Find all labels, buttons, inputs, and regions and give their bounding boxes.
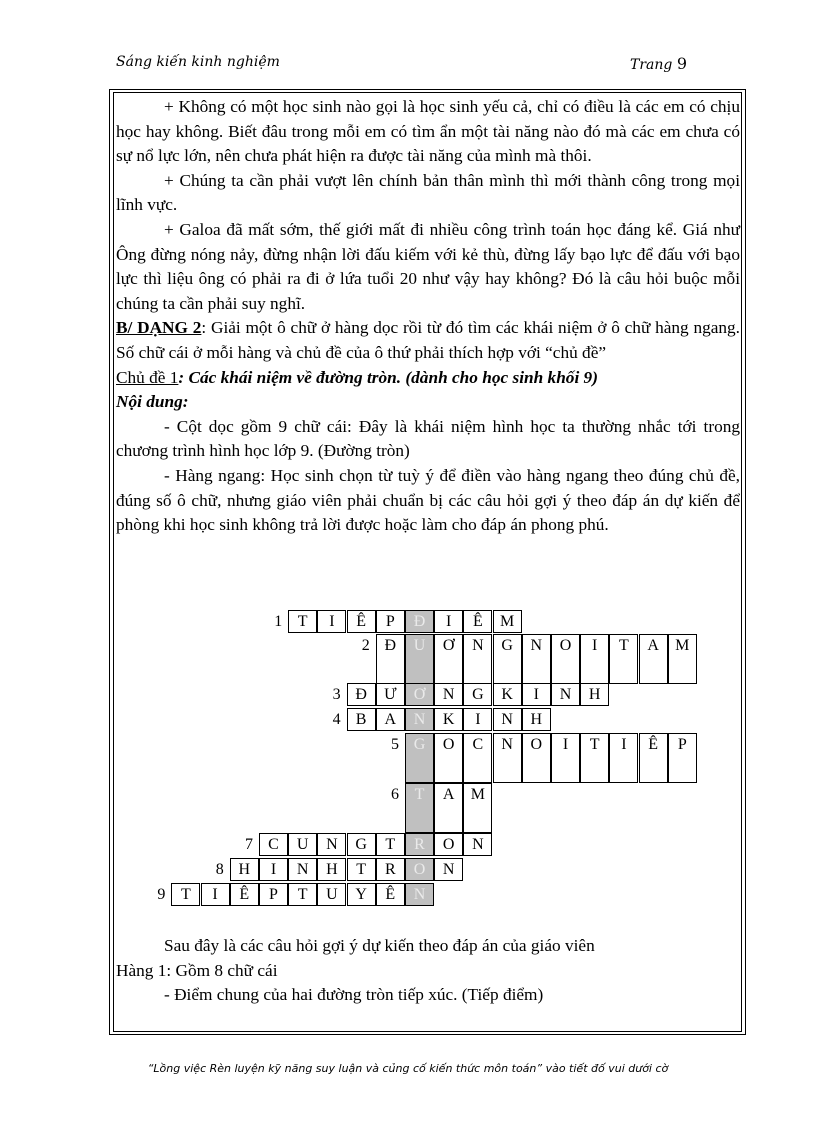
crossword-cell: T: [609, 634, 638, 684]
crossword-cell: H: [317, 858, 346, 881]
crossword-cell: I: [317, 610, 346, 633]
crossword-cell: N: [551, 683, 580, 706]
paragraph-3: + Galoa đã mất sớm, thế giới mất đi nhiều công trình toán học đáng kể. Giá như Ông đừng nóng nảy, đừng nhận lời đấu kiếm với kẻ thù, đừng lấy bạo lực để đấu với bạo lực thì liệu ông có phải ra đi ở lứa tuổi 20 như vậy hay không? Đó là câu hỏi buộc mỗi chúng ta cần phải suy nghĩ.: [116, 219, 740, 313]
crossword-cell: A: [376, 708, 405, 731]
crossword-cell: H: [230, 858, 259, 881]
crossword-cell: I: [522, 683, 551, 706]
crossword-cell: H: [522, 708, 551, 731]
section-label: B/ DẠNG 2: [116, 318, 202, 338]
crossword-cell: N: [463, 833, 492, 856]
crossword-cell: U: [317, 883, 346, 906]
crossword-cell: N: [317, 833, 346, 856]
content-heading: [116, 390, 740, 415]
crossword-cell: I: [434, 610, 463, 633]
footer-text: “Lồng việc Rèn luyện kỹ năng suy luận và củng cố kiến thức môn toán” vào tiết đố vui dưới cờ: [147, 1062, 669, 1075]
crossword-cell: O: [522, 733, 551, 783]
crossword-cell: Ê: [463, 610, 492, 633]
crossword-key-cell: N: [405, 883, 434, 906]
hint-row-1-title: Hàng 1: Gồm 8 chữ cái: [116, 960, 278, 980]
crossword-row-number: 1: [274, 613, 283, 630]
crossword-row-number: 4: [332, 711, 341, 728]
crossword-cell: A: [434, 783, 463, 833]
crossword-cell: A: [639, 634, 668, 684]
crossword-cell: Ê: [376, 883, 405, 906]
crossword-cell: N: [434, 858, 463, 881]
crossword-cell: M: [668, 634, 697, 684]
crossword-cell: H: [580, 683, 609, 706]
crossword-cell: B: [347, 708, 376, 731]
crossword-cell: T: [288, 883, 317, 906]
crossword-row-number: 7: [245, 836, 253, 853]
crossword-cell: K: [493, 683, 522, 706]
crossword-cell: P: [376, 610, 405, 633]
crossword-row-number: 9: [157, 886, 166, 903]
crossword-cell: Y: [347, 883, 376, 906]
crossword-cell: O: [434, 733, 463, 783]
page-label: Trang: [630, 57, 673, 73]
crossword-cell: T: [376, 833, 405, 856]
hints-intro: Sau đây là các câu hỏi gợi ý dự kiến theo đáp án của giáo viên: [164, 936, 595, 955]
paragraph-2: + Chúng ta cần phải vượt lên chính bản thân mình thì mới thành công trong mọi lĩnh vực.: [116, 170, 740, 215]
crossword-key-cell: G: [405, 733, 434, 783]
crossword-cell: G: [347, 833, 376, 856]
crossword-cell: N: [434, 683, 463, 706]
crossword-cell: O: [551, 634, 580, 684]
paragraph-1: + Không có một học sinh nào gọi là học sinh yếu cả, chỉ có điều là các em có chịu học hay không. Biết đâu trong mỗi em có tìm ẩn một tài năng nào đó mà các em chưa có sự nổ lực lớn, nên chưa phát hiện ra được tài năng của mình mà thôi.: [116, 97, 740, 166]
crossword-key-cell: O: [405, 858, 434, 881]
crossword-cell: G: [493, 634, 522, 684]
crossword-cell: C: [463, 733, 492, 783]
crossword-cell: I: [463, 708, 492, 731]
section-text: : Giải một ô chữ ở hàng dọc rồi từ đó tìm các khái niệm ở ô chữ hàng ngang. Số chữ cái ở mỗi hàng và chủ đề của ô thứ phải thích hợp với “chủ đề”: [116, 318, 740, 362]
crossword-cell: Ê: [230, 883, 259, 906]
crossword-cell: Ê: [639, 733, 668, 783]
crossword-cell: N: [522, 634, 551, 684]
crossword-row-number: 6: [391, 786, 399, 803]
crossword-cell: I: [259, 858, 288, 881]
page-number: 9: [676, 54, 687, 73]
crossword-cell: I: [551, 733, 580, 783]
crossword-cell: P: [259, 883, 288, 906]
header-title: Sáng kiến kinh nghiệm: [116, 54, 280, 70]
hint-row-1-text: - Điểm chung của hai đường tròn tiếp xúc. (Tiếp điểm): [164, 985, 544, 1005]
paragraph-6: - Hàng ngang: Học sinh chọn từ tuỳ ý để điền vào hàng ngang theo đúng chủ đề, đúng số ô chữ, nhưng giáo viên phải chuẩn bị các câu hỏi gợi ý theo đáp án dự kiến để phòng khi học sinh không trả lời được hoặc làm cho đáp án phong phú.: [116, 465, 740, 535]
crossword-key-cell: U: [405, 634, 434, 684]
crossword-row-number: 2: [361, 637, 370, 654]
crossword-cell: T: [580, 733, 609, 783]
crossword-cell: G: [463, 683, 492, 706]
crossword-cell: O: [434, 833, 463, 856]
crossword-cell: N: [288, 858, 317, 881]
body-text: [116, 95, 740, 538]
crossword-cell: Ê: [347, 610, 376, 633]
content-label: Nội dung:: [116, 392, 189, 412]
crossword-cell: T: [171, 883, 200, 906]
crossword-cell: T: [288, 610, 317, 633]
crossword-key-cell: Ơ: [405, 683, 434, 706]
crossword-row-number: 8: [215, 861, 224, 878]
crossword-cell: N: [493, 708, 522, 731]
topic-label: Chủ đề 1: [116, 367, 179, 387]
crossword-key-cell: R: [405, 833, 434, 856]
crossword-cell: Ơ: [434, 634, 463, 684]
crossword-cell: M: [463, 783, 492, 833]
crossword-cell: P: [668, 733, 697, 783]
crossword-cell: I: [609, 733, 638, 783]
crossword-cell: N: [463, 634, 492, 684]
crossword-cell: U: [288, 833, 317, 856]
paragraph-5: - Cột dọc gồm 9 chữ cái: Đây là khái niệm hình học ta thường nhắc tới trong chương trình hình học lớp 9. (Đường tròn): [116, 416, 740, 461]
crossword-cell: K: [434, 708, 463, 731]
crossword-row-number: 3: [332, 686, 341, 703]
crossword-cell: R: [376, 858, 405, 881]
topic-text: : Các khái niệm về đường tròn. (dành cho học sinh khối 9): [178, 367, 598, 387]
crossword-cell: I: [201, 883, 230, 906]
crossword-row-number: 5: [391, 736, 399, 753]
crossword-cell: I: [580, 634, 609, 684]
crossword-cell: T: [347, 858, 376, 881]
crossword-key-cell: N: [405, 708, 434, 731]
crossword-cell: C: [259, 833, 288, 856]
crossword-key-cell: Đ: [405, 610, 434, 633]
hints-section: [116, 934, 740, 1008]
crossword-key-cell: T: [405, 783, 434, 833]
crossword-cell: Ư: [376, 683, 405, 706]
crossword-cell: Đ: [376, 634, 405, 684]
crossword-cell: Đ: [347, 683, 376, 706]
crossword-cell: M: [493, 610, 522, 633]
crossword-cell: N: [493, 733, 522, 783]
topic-line: [116, 366, 740, 391]
header-page: [630, 54, 687, 73]
paragraph-4: [116, 316, 740, 365]
